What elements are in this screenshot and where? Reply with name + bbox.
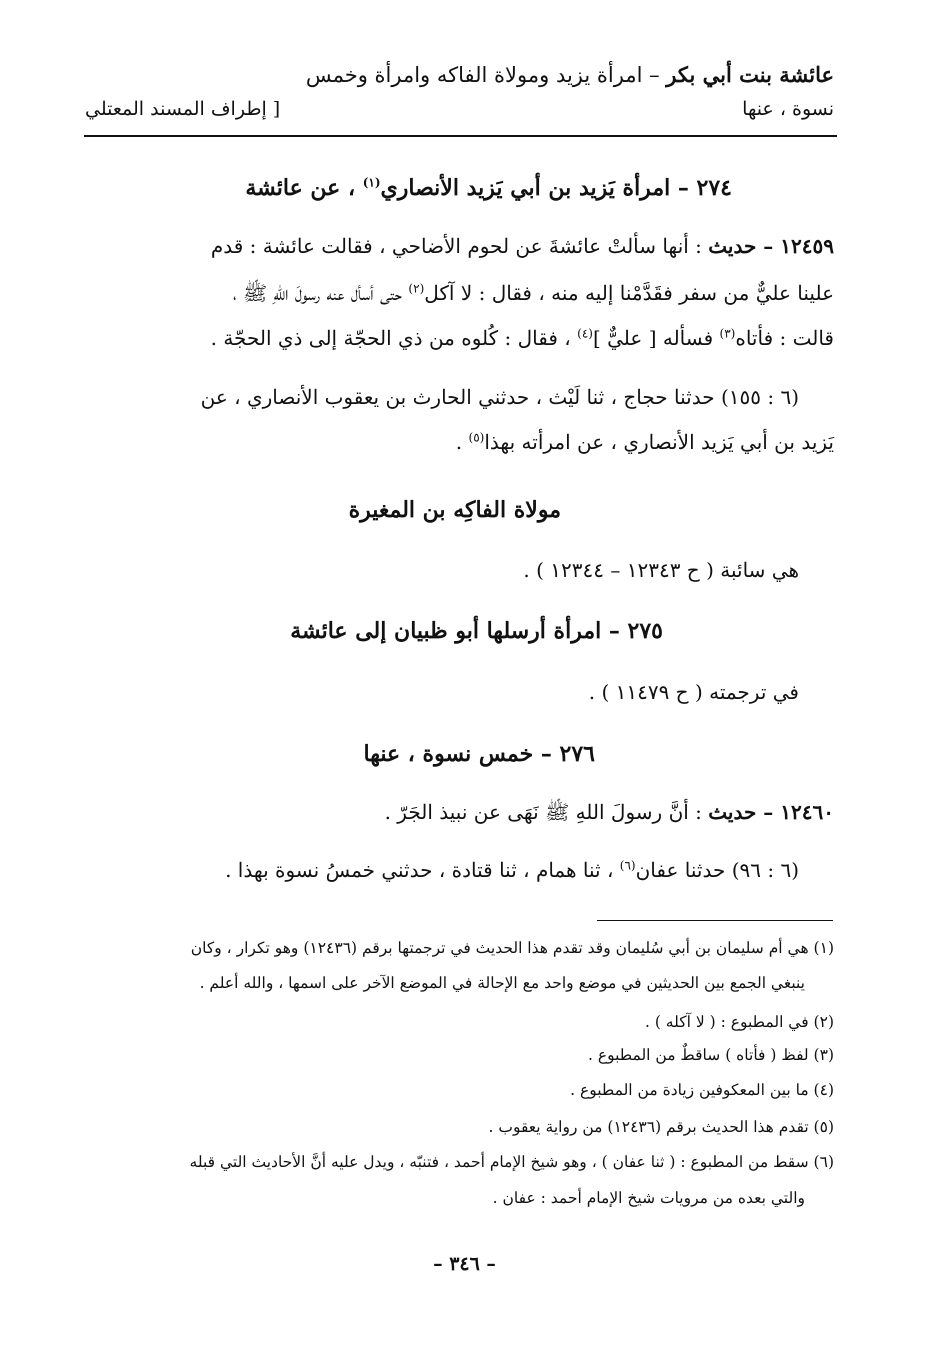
footnote-1-line-2: ينبغي الجمع بين الحديثين في موضع واحد مع الإحالة في الموضع الآخر على اسمها ، والله أعلم . bbox=[199, 974, 805, 992]
footnote-6-line-1: (٦) سقط من المطبوع : ( ثنا عفان ) ، وهو شيخ الإمام أحمد ، فتنبّه ، ويدل عليه أنَّ الأحاديث التي قبله bbox=[189, 1153, 834, 1171]
hadith-12459-line-2: علينا عليٌّ من سفر فقَدَّمْنا إليه منه ، فقال : لا آكل$^{(٢)}$ حتى أسأل عنه رسولَ اللهِ ﷺ ، bbox=[232, 281, 834, 305]
hadith-12460-line: ١٢٤٦٠ – حديث : أنَّ رسولَ اللهِ ﷺ نَهَى عن نبيذ الجَرّ . bbox=[384, 800, 834, 824]
hadith-number: ١٢٤٦٠ – حديث bbox=[708, 800, 834, 824]
header-subtitle: نسوة ، عنها bbox=[742, 98, 834, 120]
mawla-reference: هي سائبة ( ح ١٢٣٤٣ – ١٢٣٤٤ ) . bbox=[523, 558, 799, 582]
running-header bbox=[85, 62, 834, 134]
hadith-12459-line-1: ١٢٤٥٩ – حديث : أنها سألتْ عائشةَ عن لحوم الأضاحي ، فقالت عائشة : قدم bbox=[210, 234, 834, 258]
header-divider bbox=[84, 135, 837, 137]
footnote-1-line-1: (١) هي أم سليمان بن أبي سُليمان وقد تقدم هذا الحديث في ترجمتها برقم (١٢٤٣٦) وهو تكرار ، وكان bbox=[190, 939, 834, 957]
header-title: عائشة بنت أبي بكر – امرأة يزيد ومولاة الفاكه وامرأة وخمس bbox=[305, 62, 834, 87]
footnote-divider bbox=[597, 920, 833, 921]
footnote-2: (٢) في المطبوع : ( لا آكله ) . bbox=[644, 1013, 834, 1031]
section-heading-mawla: مولاة الفاكِه بن المغيرة bbox=[348, 497, 561, 523]
header-book-title: [ إطراف المسند المعتلي bbox=[85, 98, 281, 120]
section-heading-274: ٢٧٤ – امرأة يَزيد بن أبي يَزيد الأنصاري$^{(١)}$ ، عن عائشة bbox=[245, 175, 732, 201]
isnad-155-line-1: (٦ : ١٥٥) حدثنا حجاج ، ثنا لَيْث ، حدثني الحارث بن يعقوب الأنصاري ، عن bbox=[200, 385, 799, 409]
tarjama-reference: في ترجمته ( ح ١١٤٧٩ ) . bbox=[588, 680, 799, 704]
page-number: – ٣٤٦ – bbox=[433, 1253, 496, 1275]
footnote-6-line-2: والتي بعده من مرويات شيخ الإمام أحمد : عفان . bbox=[492, 1189, 805, 1207]
isnad-96-line: (٦ : ٩٦) حدثنا عفان$^{(٦)}$ ، ثنا همام ، ثنا قتادة ، حدثني خمسُ نسوة بهذا . bbox=[225, 858, 799, 882]
footnote-5: (٥) تقدم هذا الحديث برقم (١٢٤٣٦) من رواية يعقوب . bbox=[488, 1118, 834, 1136]
section-heading-276: ٢٧٦ – خمس نسوة ، عنها bbox=[363, 741, 595, 767]
footnote-4: (٤) ما بين المعكوفين زيادة من المطبوع . bbox=[570, 1081, 834, 1099]
hadith-12459-line-3: قالت : فأتاه$^{(٣)}$ فسأله [ عليٌّ ]$^{(٤)}$ ، فقال : كُلوه من ذي الحجّة إلى ذي الحجّة . bbox=[210, 326, 834, 350]
hadith-number: ١٢٤٥٩ – حديث bbox=[708, 234, 834, 258]
section-heading-275: ٢٧٥ – امرأة أرسلها أبو ظبيان إلى عائشة bbox=[290, 618, 663, 644]
footnote-3: (٣) لفظ ( فأتاه ) ساقطٌ من المطبوع . bbox=[587, 1046, 834, 1064]
isnad-155-line-2: يَزيد بن أبي يَزيد الأنصاري ، عن امرأته بهذا$^{(٥)}$ . bbox=[455, 430, 834, 454]
